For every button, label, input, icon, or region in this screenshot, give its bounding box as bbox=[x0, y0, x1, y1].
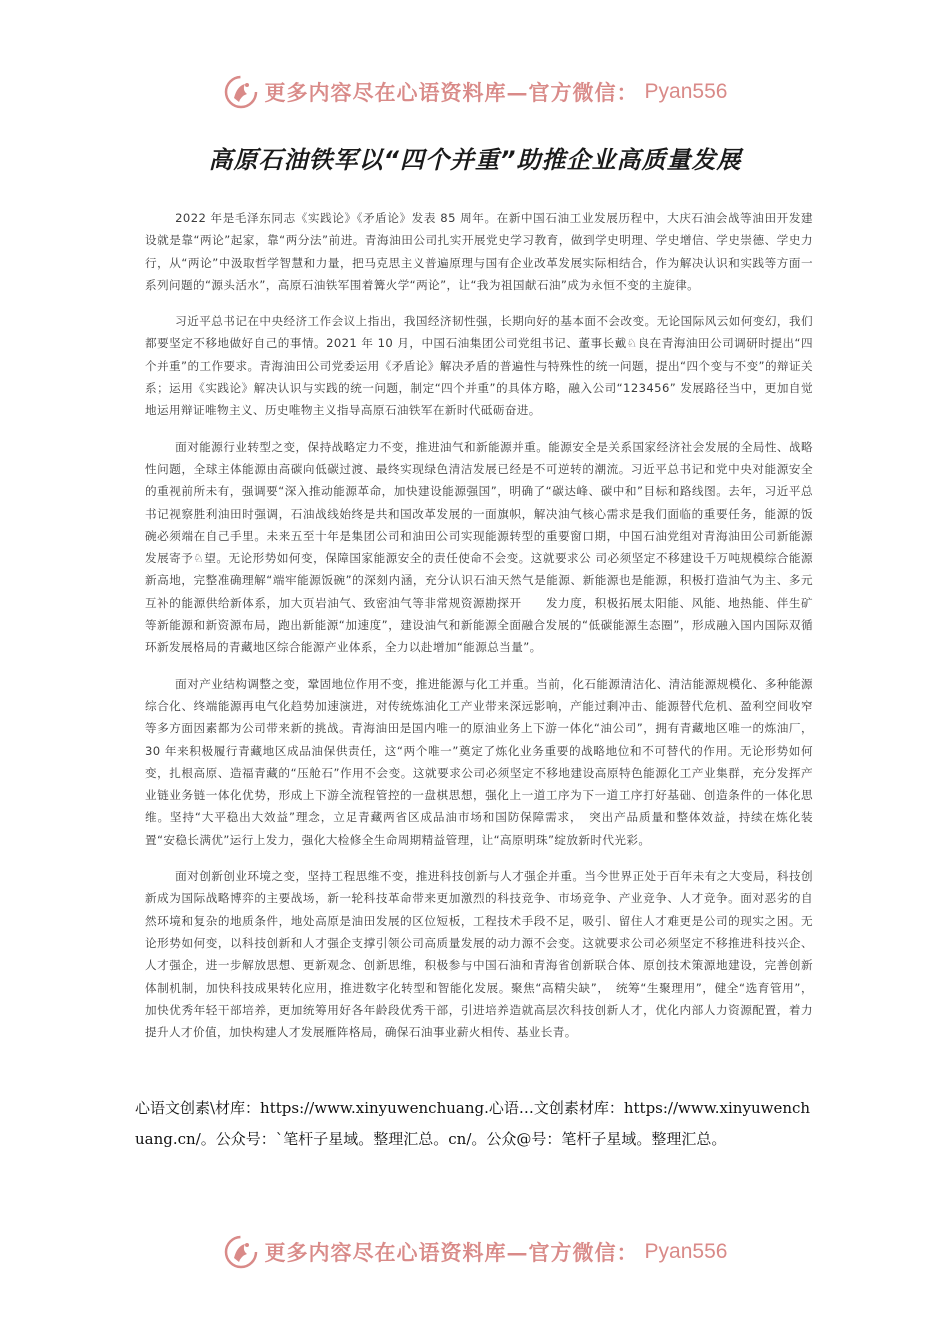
paragraph: 习近平总书记在中央经济工作会议上指出，我国经济韧性强，长期向好的基本面不会改变。无论国际风云如何变幻，我们都要坚定不移地做好自己的事情。2021 年 10 月，中国石油集团公司党组书记、董事长戴♘良在青海油田公司调研时提出“四个并重”的工作要求。青海油田公司党委运用《矛盾论》解决矛盾的普遍性与特殊性的统一问题，提出“四个变与不变”的辩证关系；运用《实践论》解决认识与实践的统一问题，制定“四个并重”的具体方略，融入公司“123456” 发展路径当中，更加自觉地运用辩证唯物主义、历史唯物主义指导高原石油铁军在新时代砥砺奋进。 bbox=[145, 314, 813, 418]
watermark-banner-bottom bbox=[0, 1232, 950, 1272]
paragraph: 面对能源行业转型之变，保持战略定力不变，推进油气和新能源并重。能源安全是关系国家经济社会发展的全局性、战略性问题，全球主体能源由高碳向低碳过渡、最终实现绿色清洁发展已经是不可逆转的潮流。习近平总书记和党中央对能源安全的重视前所未有，强调要“深入推动能源革命，加快建设能源强国”，明确了“碳达峰、碳中和”目标和路线图。去年，习近平总书记视察胜利油田时强调，石油战线始终是共和国改革发展的一面旗帜，解决油气核心需求是我们面临的重要任务，能源的饭碗必须端在自己手里。未来五至十年是集团公司和油田公司实现能源转型的重要窗口期，中国石油党组对青海油田公司新能源发展寄予♘望。无论形势如何变，保障国家能源安全的责任使命不会变。这就要求公 司必须坚定不移建设千万吨规模综合能源新高地，完整准确理解“端牢能源饭碗”的深刻内涵，充分认识石油天然气是能源、新能源也是能源，积极打造油气为主、多元互补的能源供给新体系，加大页岩油气、致密油气等非常规资源勘探开 发力度，积极拓展太阳能、风能、地热能、伴生矿等新能源和新资源布局，跑出新能源“加速度”，建设油气和新能源全面融合发展的“低碳能源生态圈”，形成融入国内国际双循环新发展格局的青藏地区综合能源产业体系，全力以赴增加“能源总当量”。 bbox=[145, 439, 813, 655]
footer-note: 心语文创素\材库：https://www.xinyuwenchuang.心语…文创素材库：https://www.xinyuwenchuang.cn/。公众号：`笔杆子星域。整理汇总。cn/。公众@号：笔杆子星域。整理汇总。 bbox=[135, 1099, 811, 1148]
banner-text: 更多内容尽在心语资料库—官方微信： bbox=[264, 80, 639, 105]
article-body bbox=[145, 207, 813, 1057]
article-title: 高原石油铁军以“四个并重”助推企业高质量发展 bbox=[208, 146, 742, 174]
logo-icon bbox=[223, 1234, 259, 1270]
banner-wechat-id: Pyan556 bbox=[644, 1240, 728, 1263]
watermark-banner-top bbox=[0, 72, 950, 112]
banner-text: 更多内容尽在心语资料库—官方微信： bbox=[264, 1240, 639, 1265]
paragraph: 面对产业结构调整之变，鞏固地位作用不变，推进能源与化工并重。当前，化石能源清洁化、清洁能源规模化、多种能源综合化、终端能源再电气化趋势加速演进，对传统炼油化工产业带来深远影响，产能过剩冲击、能源替代危机、盈利空间收窄等多方面因素都为公司带来新的挑战。青海油田是国内唯一的原油业务上下游一体化“油公司”，拥有青藏地区唯一的炼油厂，30 年来积极履行青藏地区成品油保供责任，这“两个唯一”奠定了炼化业务重要的战略地位和不可替代的作用。无论形势如何变，扎根高原、造福青藏的“压舱石”作用不会变。这就要求公司必须坚定不移地建设高原特色能源化工产业集群，充分发挥产业链业务链一体化优势，形成上下游全流程管控的一盘棋思想，强化上一道工序为下一道工序打好基础、创造条件的一体化思维。坚持“大平稳出大效益”理念，立足青藏两省区成品油市场和国防保障需求， 突出产品质量和整体效益，持续在炼化装置“安稳长满优”运行上发力，强化大检修全生命周期精益管理，让“高原明珠”绽放新时代光彩。 bbox=[145, 676, 813, 847]
paragraph: 2022 年是毛泽东同志《实践论》《矛盾论》发表 85 周年。在新中国石油工业发展历程中，大庆石油会战等油田开发建设就是靠“两论”起家，靠“两分法”前进。青海油田公司扎实开展党史学习教育，做到学史明理、学史增信、学史崇德、学史力行，从“两论”中汲取哲学智慧和力量，把马克思主义普遍原理与国有企业改革发展实际相结合，作为解决认识和实践等方面一系列问题的“源头活水”，高原石油铁军围着篝火学“两论”，让“我为祖国献石油”成为永恒不变的主旋律。 bbox=[145, 211, 813, 292]
paragraph: 面对创新创业环境之变，坚持工程思维不变，推进科技创新与人才强企并重。当今世界正处于百年未有之大变局，科技创新成为国际战略博弈的主要战场，新一轮科技革命带来更加激烈的科技竞争、市场竞争、产业竞争、人才竞争。面对恶劣的自然环境和复杂的地质条件，地处高原是油田发展的区位短板，工程技术手段不足，吸引、留住人才难更是公司的现实之困。无论形势如何变，以科技创新和人才强企支撑引领公司高质量发展的动力源不会变。这就要求公司必须坚定不移推进科技兴企、人才强企，进一步解放思想、更新观念、创新思维，积极参与中国石油和青海省创新联合体、原创技术策源地建设，完善创新体制机制，加快科技成果转化应用，推进数字化转型和智能化发展。聚焦“高精尖缺”， 统筹“生聚理用”，健全“选育管用”，加快优秀年轻干部培养，更加统筹用好各年龄段优秀干部，引进培养造就高层次科技创新人才，优化内部人力资源配置，着力提升人才价值，加快构建人才发展雁阵格局，确保石油事业薪火相传、基业长青。 bbox=[145, 869, 813, 1040]
banner-wechat-id: Pyan556 bbox=[644, 80, 728, 103]
logo-icon bbox=[223, 74, 259, 110]
